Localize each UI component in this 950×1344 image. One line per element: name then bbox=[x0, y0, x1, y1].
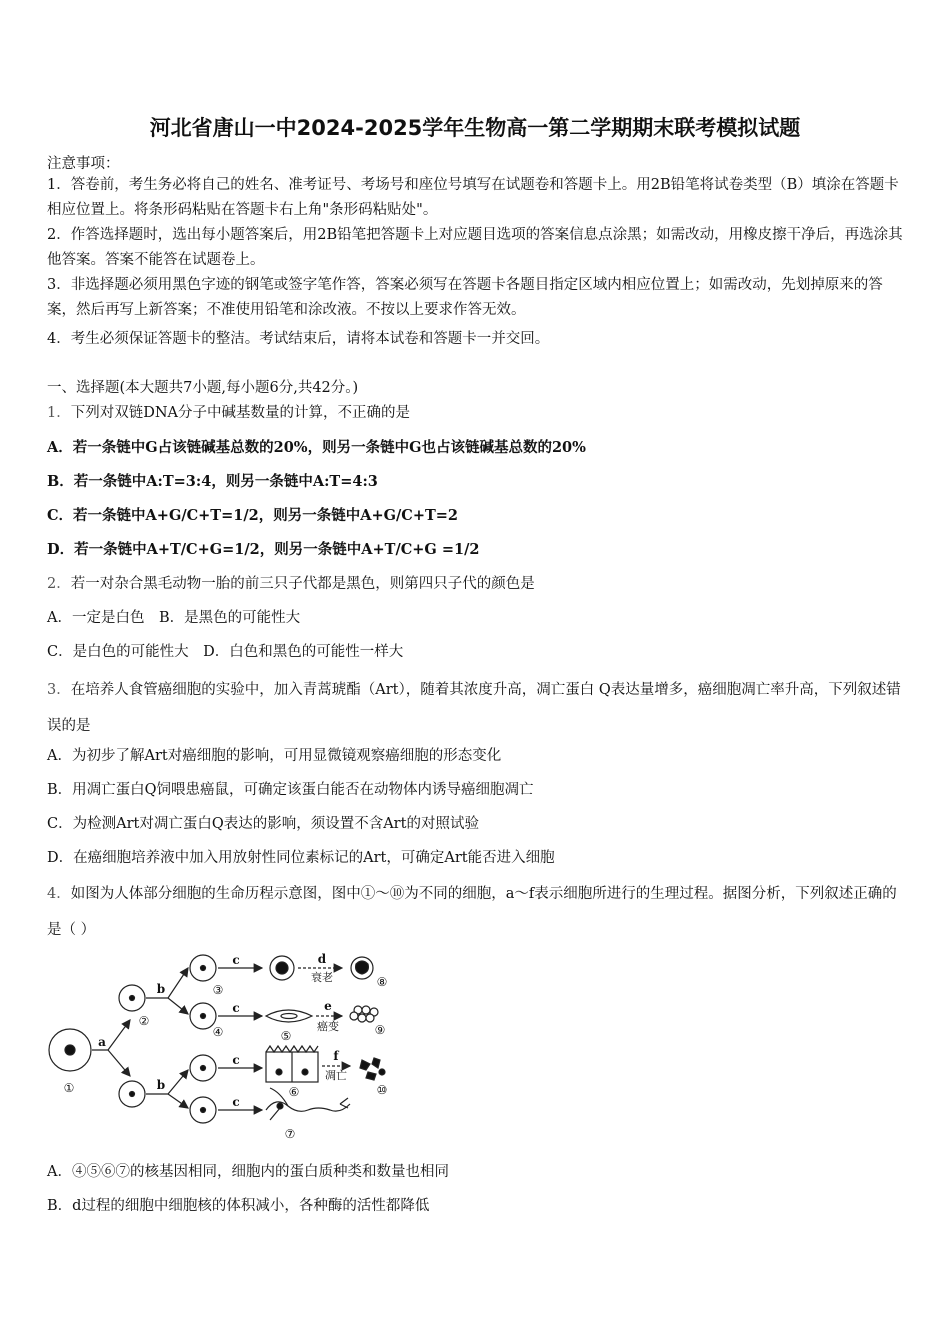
question-number: 2． bbox=[47, 576, 71, 592]
note-senescence: 衰老 bbox=[311, 971, 333, 984]
question-4-stem bbox=[47, 876, 907, 948]
label-process-b-lower: b bbox=[156, 1078, 166, 1092]
question-text: 下列对双链DNA分子中碱基数量的计算，不正确的是 bbox=[70, 405, 411, 421]
label-process-c-2: c bbox=[232, 1001, 240, 1015]
q2-options-cd: C．是白色的可能性大 D．白色和黑色的可能性一样大 bbox=[47, 644, 404, 660]
q4-option-a: A．④⑤⑥⑦的核基因相同，细胞内的蛋白质种类和数量也相同 bbox=[47, 1164, 449, 1180]
q3-option-c: C．为检测Art对凋亡蛋白Q表达的影响，须设置不含Art的对照试验 bbox=[47, 816, 479, 832]
label-process-f: f bbox=[333, 1049, 339, 1063]
label-cell-4: ④ bbox=[212, 1025, 224, 1039]
label-cell-9: ⑨ bbox=[374, 1023, 386, 1037]
cell-life-history-diagram bbox=[40, 948, 410, 1148]
label-process-c-3: c bbox=[232, 1053, 240, 1067]
label-cell-5: ⑤ bbox=[280, 1029, 292, 1043]
question-text: 如图为人体部分细胞的生命历程示意图，图中①～⑩为不同的细胞，a～f表示细胞所进行的生理过程。据图分析，下列叙述正确的是（ ） bbox=[47, 886, 897, 938]
label-cell-1: ① bbox=[63, 1081, 75, 1095]
cell-9 bbox=[350, 1006, 378, 1022]
q1-option-c: C．若一条链中A+G/C+T=1/2，则另一条链中A+G/C+T=2 bbox=[47, 507, 459, 524]
label-process-c-4: c bbox=[232, 1095, 240, 1109]
label-cell-7: ⑦ bbox=[284, 1127, 296, 1141]
q2-options-ab: A．一定是白色 B．是黑色的可能性大 bbox=[47, 610, 301, 626]
label-cell-2: ② bbox=[138, 1014, 150, 1028]
q3-option-a: A．为初步了解Art对癌细胞的影响，可用显微镜观察癌细胞的形态变化 bbox=[47, 748, 502, 764]
question-2-stem bbox=[47, 572, 535, 593]
q4-option-b: B．d过程的细胞中细胞核的体积减小，各种酶的活性都降低 bbox=[47, 1198, 430, 1214]
cell-5 bbox=[266, 1010, 312, 1022]
question-3-stem bbox=[47, 672, 907, 744]
q1-option-a: A．若一条链中G占该链碱基总数的20%，则另一条链中G也占该链碱基总数的20% bbox=[47, 439, 586, 456]
note-apoptosis: 凋亡 bbox=[325, 1069, 347, 1082]
q3-option-d: D．在癌细胞培养液中加入用放射性同位素标记的Art，可确定Art能否进入细胞 bbox=[47, 850, 555, 866]
notice-item-1: 1．答卷前，考生务必将自己的姓名、准考证号、考场号和座位号填写在试题卷和答题卡上。用2B铅笔将试卷类型（B）填涂在答题卡相应位置上。将条形码粘贴在答题卡右上角"条形码粘贴处"。 bbox=[47, 177, 899, 218]
notice-item-2: 2．作答选择题时，选出每小题答案后，用2B铅笔把答题卡上对应题目选项的答案信息点涂黑；如需改动，用橡皮擦干净后，再选涂其他答案。答案不能答在试题卷上。 bbox=[47, 227, 903, 268]
q1-option-b: B．若一条链中A:T=3:4，则另一条链中A:T=4:3 bbox=[47, 473, 378, 490]
label-cell-3: ③ bbox=[212, 983, 224, 997]
cell-10 bbox=[360, 1058, 385, 1080]
q1-option-d: D．若一条链中A+T/C+G=1/2，则另一条链中A+T/C+G =1/2 bbox=[47, 541, 480, 558]
notice-item-4: 4．考生必须保证答题卡的整洁。考试结束后，请将本试卷和答题卡一并交回。 bbox=[47, 331, 550, 347]
notice-item-3: 3．非选择题必须用黑色字迹的钢笔或签字笔作答，答案必须写在答题卡各题目指定区域内相应位置上；如需改动，先划掉原来的答案，然后再写上新答案；不准使用铅笔和涂改液。不按以上要求作答无效。 bbox=[47, 277, 883, 318]
notice-heading: 注意事项： bbox=[47, 156, 120, 172]
question-1-stem bbox=[47, 401, 410, 422]
question-text: 若一对杂合黑毛动物一胎的前三只子代都是黑色，则第四只子代的颜色是 bbox=[70, 576, 535, 592]
question-number: 3． bbox=[47, 682, 71, 698]
question-number: 4． bbox=[47, 886, 71, 902]
q3-option-b: B．用凋亡蛋白Q饲喂患癌鼠，可确定该蛋白能否在动物体内诱导癌细胞凋亡 bbox=[47, 782, 534, 798]
label-process-b-upper: b bbox=[156, 982, 166, 996]
label-cell-10: ⑩ bbox=[376, 1083, 388, 1097]
page-title: 河北省唐山一中2024-2025学年生物高一第二学期期末联考模拟试题 bbox=[149, 116, 801, 140]
question-text: 在培养人食管癌细胞的实验中，加入青蒿琥酯（Art），随着其浓度升高，凋亡蛋白 Q表达量增多，癌细胞凋亡率升高，下列叙述错误的是 bbox=[47, 682, 901, 734]
label-cell-8: ⑧ bbox=[376, 975, 388, 989]
label-process-c-1: c bbox=[232, 953, 240, 967]
label-process-d: d bbox=[317, 952, 327, 966]
label-process-a: a bbox=[98, 1035, 106, 1049]
label-process-e: e bbox=[324, 999, 332, 1013]
label-cell-6: ⑥ bbox=[288, 1085, 300, 1099]
section-heading: 一、选择题(本大题共7小题,每小题6分,共42分。) bbox=[47, 380, 359, 396]
question-number: 1． bbox=[47, 405, 71, 421]
note-cancer: 癌变 bbox=[317, 1020, 339, 1033]
